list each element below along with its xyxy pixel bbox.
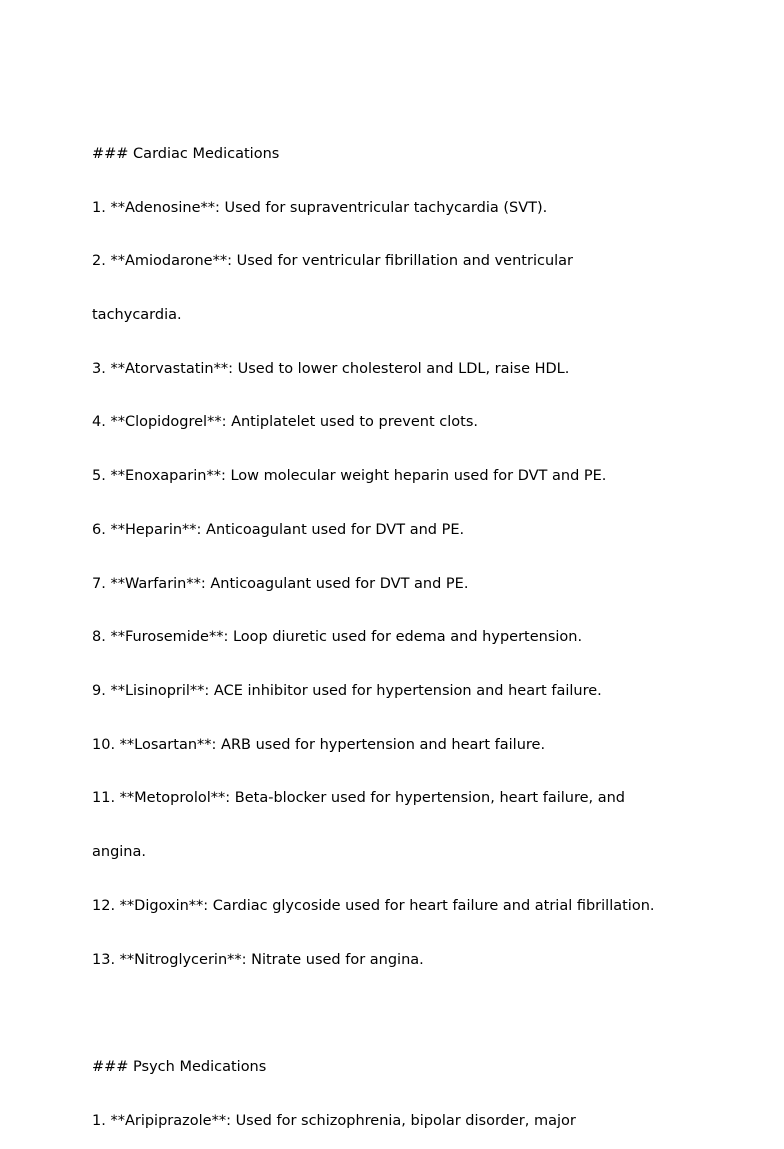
- document-body: [92, 110, 732, 1149]
- list-item: 1. **Adenosine**: Used for supraventricular tachycardia (SVT).: [92, 199, 548, 216]
- list-item: 1. **Aripiprazole**: Used for schizophrenia, bipolar disorder, major: [92, 1112, 576, 1129]
- list-item: 7. **Warfarin**: Anticoagulant used for DVT and PE.: [92, 575, 469, 592]
- section-heading-cardiac: ### Cardiac Medications: [92, 145, 280, 162]
- list-item: angina.: [92, 844, 146, 861]
- list-item: 9. **Lisinopril**: ACE inhibitor used for hypertension and heart failure.: [92, 683, 602, 699]
- list-item: 4. **Clopidogrel**: Antiplatelet used to prevent clots.: [92, 414, 478, 431]
- list-item: 13. **Nitroglycerin**: Nitrate used for angina.: [92, 951, 424, 968]
- list-item: 2. **Amiodarone**: Used for ventricular fibrillation and ventricular: [92, 253, 574, 270]
- list-item: 3. **Atorvastatin**: Used to lower cholesterol and LDL, raise HDL.: [92, 360, 570, 377]
- section-heading-psych: ### Psych Medications: [92, 1059, 267, 1076]
- list-item: tachycardia.: [92, 306, 182, 323]
- list-item: 8. **Furosemide**: Loop diuretic used for edema and hypertension.: [92, 629, 583, 646]
- list-item: 10. **Losartan**: ARB used for hypertension and heart failure.: [92, 736, 546, 753]
- blank-line: [92, 1005, 732, 1023]
- list-item: 6. **Heparin**: Anticoagulant used for DVT and PE.: [92, 521, 465, 538]
- list-item: 5. **Enoxaparin**: Low molecular weight heparin used for DVT and PE.: [92, 468, 607, 485]
- list-item: 12. **Digoxin**: Cardiac glycoside used for heart failure and atrial fibrillation.: [92, 897, 655, 914]
- list-item: 11. **Metoprolol**: Beta-blocker used for hypertension, heart failure, and: [92, 790, 626, 807]
